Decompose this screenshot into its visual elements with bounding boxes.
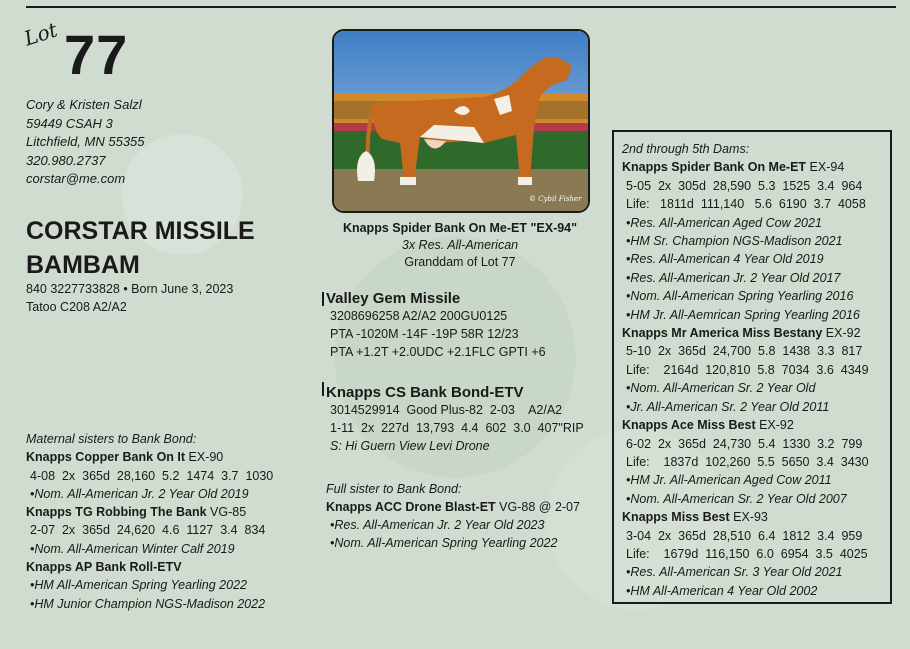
sister-honor: •HM All-American Spring Yearling 2022 xyxy=(30,578,247,593)
owner-name: Cory & Kristen Salzl xyxy=(26,97,142,112)
dam-divider xyxy=(322,382,324,396)
dams-header: 2nd through 5th Dams: xyxy=(622,142,750,156)
dam-block xyxy=(326,384,584,455)
animal-name-line2: BAMBAM xyxy=(26,251,140,279)
dam-honor: •Nom. All-American Sr. 2 Year Old 2007 xyxy=(626,491,847,506)
photographer-signature: © Cybil Fisher xyxy=(529,195,582,203)
dam-honor: •Res. All-American 4 Year Old 2019 xyxy=(626,252,824,267)
sister-name: Knapps TG Robbing The Bank xyxy=(26,505,207,520)
dam-honor: •HM Jr. All-Aemrican Spring Yearling 2016 xyxy=(626,307,860,322)
caption-cow-name: Knapps Spider Bank On Me-ET "EX-94" xyxy=(342,221,578,235)
sister-score: VG-85 xyxy=(206,505,247,520)
dam-honor: •HM Jr. All-American Aged Cow 2011 xyxy=(626,473,832,488)
dam-lifetime: Life: 1679d 116,150 6.0 6954 3.5 4025 xyxy=(626,546,868,561)
caption-honor: 3x Res. All-American xyxy=(401,238,519,252)
dam-name: Knapps CS Bank Bond-ETV xyxy=(326,384,524,401)
dam-honor: •Nom. All-American Sr. 2 Year Old xyxy=(626,381,816,396)
sister-honor: •Nom. All-American Winter Calf 2019 xyxy=(30,541,235,556)
sire-pta-type: PTA +1.2T +2.0UDC +2.1FLC GPTI +6 xyxy=(330,345,546,359)
dam4-name: Knapps Ace Miss Best xyxy=(622,418,756,433)
full-sister-honor: •Nom. All-American Spring Yearling 2022 xyxy=(330,536,558,550)
owner-email: corstar@me.com xyxy=(26,171,126,186)
dam-honor: •HM All-American 4 Year Old 2002 xyxy=(626,583,818,598)
sire-name: Valley Gem Missile xyxy=(326,290,461,307)
dam-lifetime: Life: 2164d 120,810 5.8 7034 3.6 4349 xyxy=(626,362,869,377)
maternal-sisters-block xyxy=(26,430,273,613)
maternal-sisters-header: Maternal sisters to Bank Bond: xyxy=(26,432,197,446)
animal-name xyxy=(26,214,255,282)
cow-photo xyxy=(332,29,590,213)
full-sister-header: Full sister to Bank Bond: xyxy=(326,482,462,496)
sister-record: 2-07 2x 365d 24,620 4.6 1127 3.4 834 xyxy=(30,523,266,538)
dam-lifetime: Life: 1811d 111,140 5.6 6190 3.7 4058 xyxy=(626,197,866,212)
dam-honor: •Jr. All-American Sr. 2 Year Old 2011 xyxy=(626,399,830,414)
sire-block xyxy=(326,290,546,361)
dam2-score: EX-94 xyxy=(806,160,845,175)
dam5-score: EX-93 xyxy=(729,510,768,525)
sister-honor: •HM Junior Champion NGS-Madison 2022 xyxy=(30,596,266,611)
owner-address: 59449 CSAH 3 xyxy=(26,115,113,131)
dam-honor: •HM Sr. Champion NGS-Madison 2021 xyxy=(626,234,843,249)
dam2-name: Knapps Spider Bank On Me-ET xyxy=(622,160,807,175)
sister-name: Knapps Copper Bank On It xyxy=(26,450,186,465)
dam-honor: •Res. All-American Aged Cow 2021 xyxy=(626,215,822,230)
caption-relation: Granddam of Lot 77 xyxy=(404,255,516,269)
dam-honor: •Res. All-American Jr. 2 Year Old 2017 xyxy=(626,270,841,285)
sire-pta-production: PTA -1020M -14F -19P 58R 12/23 xyxy=(330,327,519,341)
lot-number: 77 xyxy=(64,23,129,86)
dam4-score: EX-92 xyxy=(755,418,794,433)
owner-block xyxy=(26,96,145,189)
dam-record: 5-05 2x 305d 28,590 5.3 1525 3.4 964 xyxy=(626,178,863,193)
photo-caption xyxy=(330,220,590,271)
dam-honor: •Res. All-American Sr. 3 Year Old 2021 xyxy=(626,565,843,580)
cow-illustration xyxy=(334,31,588,211)
sister-record: 4-08 2x 365d 28,160 5.2 1474 3.7 1030 xyxy=(30,468,274,483)
dams-box xyxy=(612,130,892,604)
dam-sire: S: Hi Guern View Levi Drone xyxy=(330,439,490,453)
sister-honor: •Nom. All-American Jr. 2 Year Old 2019 xyxy=(30,486,249,501)
dam-reg: 3014529914 Good Plus-82 2-03 A2/A2 xyxy=(330,403,563,417)
sister-score: EX-90 xyxy=(185,450,224,465)
dam-record: 6-02 2x 365d 24,730 5.4 1330 3.2 799 xyxy=(626,436,863,451)
dam-honor: •Nom. All-American Spring Yearling 2016 xyxy=(626,289,854,304)
owner-city: Litchfield, MN 55355 xyxy=(26,134,145,149)
dam-lifetime: Life: 1837d 102,260 5.5 5650 3.4 3430 xyxy=(626,454,869,469)
sire-divider xyxy=(322,292,324,306)
sister-name: Knapps AP Bank Roll-ETV xyxy=(26,560,182,575)
sire-reg: 3208696258 A2/A2 200GU0125 xyxy=(330,309,508,323)
dam-record: 3-04 2x 365d 28,510 6.4 1812 3.4 959 xyxy=(626,528,863,543)
full-sister-block xyxy=(326,480,580,552)
dam3-name: Knapps Mr America Miss Bestany xyxy=(622,326,823,341)
full-sister-honor: •Res. All-American Jr. 2 Year Old 2023 xyxy=(330,518,545,532)
dam5-name: Knapps Miss Best xyxy=(622,510,730,525)
tattoo-line: Tatoo C208 A2/A2 xyxy=(26,300,127,314)
dam-record: 1-11 2x 227d 13,793 4.4 602 3.0 407"RIP xyxy=(330,421,584,435)
top-rule xyxy=(26,6,896,8)
full-sister-score: VG-88 @ 2-07 xyxy=(495,500,580,514)
registration-line: 840 3227733828 • Born June 3, 2023 xyxy=(26,282,234,296)
animal-name-line1: CORSTAR MISSILE xyxy=(26,217,255,245)
owner-phone: 320.980.2737 xyxy=(26,152,106,168)
lot-label: Lot xyxy=(21,17,61,51)
full-sister-name: Knapps ACC Drone Blast-ET xyxy=(326,500,496,514)
dam-record: 5-10 2x 365d 24,700 5.8 1438 3.3 817 xyxy=(626,344,863,359)
dam3-score: EX-92 xyxy=(822,326,861,341)
